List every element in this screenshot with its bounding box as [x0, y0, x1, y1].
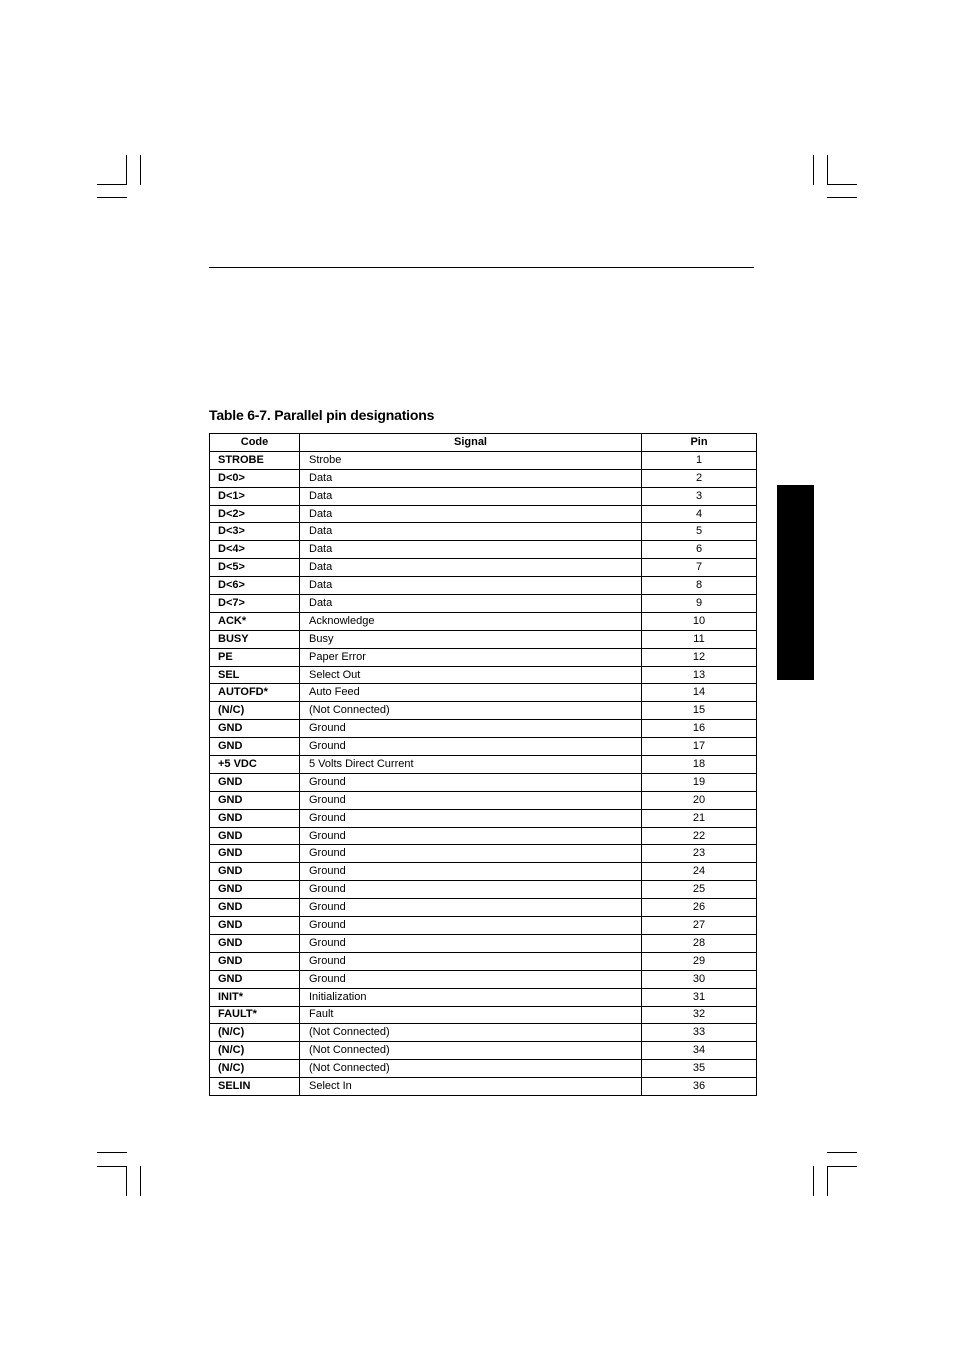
code-cell: D<4> — [210, 541, 300, 559]
pin-cell: 26 — [642, 899, 757, 917]
table-caption: Table 6-7. Parallel pin designations — [209, 407, 435, 423]
signal-cell: (Not Connected) — [300, 1042, 642, 1060]
table-row — [210, 738, 757, 756]
pin-cell: 15 — [642, 702, 757, 720]
crop-mark — [827, 1152, 857, 1153]
code-cell: SEL — [210, 666, 300, 684]
code-cell: D<7> — [210, 595, 300, 613]
table-row — [210, 863, 757, 881]
crop-mark — [97, 184, 127, 185]
pin-cell: 28 — [642, 934, 757, 952]
pin-cell: 24 — [642, 863, 757, 881]
table-row — [210, 487, 757, 505]
signal-cell: Data — [300, 541, 642, 559]
table-row — [210, 1006, 757, 1024]
table-row — [210, 469, 757, 487]
code-cell: GND — [210, 827, 300, 845]
signal-cell: 5 Volts Direct Current — [300, 756, 642, 774]
pin-cell: 36 — [642, 1078, 757, 1096]
pin-cell: 30 — [642, 970, 757, 988]
pin-cell: 35 — [642, 1060, 757, 1078]
code-cell: (N/C) — [210, 1060, 300, 1078]
signal-cell: Ground — [300, 773, 642, 791]
pin-cell: 33 — [642, 1024, 757, 1042]
header-rule — [209, 267, 754, 268]
pin-cell: 7 — [642, 559, 757, 577]
pin-cell: 16 — [642, 720, 757, 738]
code-cell: GND — [210, 970, 300, 988]
code-cell: GND — [210, 791, 300, 809]
pin-cell: 18 — [642, 756, 757, 774]
signal-cell: Strobe — [300, 451, 642, 469]
table-row — [210, 881, 757, 899]
code-cell: (N/C) — [210, 1042, 300, 1060]
crop-mark — [140, 155, 141, 185]
table-row — [210, 720, 757, 738]
code-cell: (N/C) — [210, 1024, 300, 1042]
signal-cell: Select Out — [300, 666, 642, 684]
signal-cell: (Not Connected) — [300, 1060, 642, 1078]
pin-cell: 3 — [642, 487, 757, 505]
code-cell: INIT* — [210, 988, 300, 1006]
table-row — [210, 791, 757, 809]
table-row — [210, 451, 757, 469]
pin-cell: 22 — [642, 827, 757, 845]
signal-cell: Ground — [300, 934, 642, 952]
code-cell: GND — [210, 720, 300, 738]
table-row — [210, 845, 757, 863]
code-cell: GND — [210, 863, 300, 881]
signal-cell: Busy — [300, 630, 642, 648]
pin-cell: 19 — [642, 773, 757, 791]
crop-mark — [827, 155, 828, 185]
pin-cell: 4 — [642, 505, 757, 523]
pin-cell: 13 — [642, 666, 757, 684]
code-cell: BUSY — [210, 630, 300, 648]
signal-cell: Data — [300, 559, 642, 577]
signal-cell: Data — [300, 577, 642, 595]
table-row — [210, 899, 757, 917]
code-cell: GND — [210, 773, 300, 791]
table-row — [210, 523, 757, 541]
pin-cell: 14 — [642, 684, 757, 702]
pin-cell: 27 — [642, 917, 757, 935]
pin-cell: 20 — [642, 791, 757, 809]
pin-cell: 9 — [642, 595, 757, 613]
pin-cell: 34 — [642, 1042, 757, 1060]
signal-cell: Data — [300, 469, 642, 487]
signal-cell: Ground — [300, 952, 642, 970]
code-cell: GND — [210, 952, 300, 970]
crop-mark — [813, 155, 814, 185]
table-row — [210, 577, 757, 595]
pin-cell: 6 — [642, 541, 757, 559]
pin-cell: 1 — [642, 451, 757, 469]
pin-cell: 23 — [642, 845, 757, 863]
signal-cell: Data — [300, 487, 642, 505]
table-row — [210, 827, 757, 845]
code-cell: (N/C) — [210, 702, 300, 720]
signal-cell: Ground — [300, 899, 642, 917]
signal-cell: Data — [300, 505, 642, 523]
code-cell: SELIN — [210, 1078, 300, 1096]
crop-mark — [827, 1166, 828, 1196]
signal-cell: Data — [300, 595, 642, 613]
table-row — [210, 952, 757, 970]
table-row — [210, 773, 757, 791]
table-row — [210, 1042, 757, 1060]
table-row — [210, 541, 757, 559]
code-cell: GND — [210, 809, 300, 827]
table-row — [210, 1060, 757, 1078]
table-row — [210, 988, 757, 1006]
table-row — [210, 684, 757, 702]
code-cell: D<2> — [210, 505, 300, 523]
crop-mark — [97, 197, 127, 198]
column-header-code: Code — [210, 434, 300, 452]
table-row — [210, 1024, 757, 1042]
signal-cell: (Not Connected) — [300, 702, 642, 720]
table-row — [210, 559, 757, 577]
table-row — [210, 595, 757, 613]
table-header-row — [210, 434, 757, 452]
code-cell: ACK* — [210, 612, 300, 630]
crop-mark — [827, 184, 857, 185]
signal-cell: Select In — [300, 1078, 642, 1096]
pin-cell: 5 — [642, 523, 757, 541]
pin-cell: 12 — [642, 648, 757, 666]
signal-cell: Auto Feed — [300, 684, 642, 702]
table-row — [210, 666, 757, 684]
code-cell: D<5> — [210, 559, 300, 577]
code-cell: GND — [210, 934, 300, 952]
section-thumb-tab — [777, 485, 814, 680]
table-row — [210, 505, 757, 523]
code-cell: GND — [210, 881, 300, 899]
code-cell: +5 VDC — [210, 756, 300, 774]
pin-cell: 29 — [642, 952, 757, 970]
code-cell: FAULT* — [210, 1006, 300, 1024]
pin-cell: 17 — [642, 738, 757, 756]
column-header-signal: Signal — [300, 434, 642, 452]
code-cell: GND — [210, 917, 300, 935]
table-row — [210, 970, 757, 988]
code-cell: D<3> — [210, 523, 300, 541]
table-row — [210, 809, 757, 827]
signal-cell: Paper Error — [300, 648, 642, 666]
signal-cell: Ground — [300, 827, 642, 845]
signal-cell: Ground — [300, 845, 642, 863]
signal-cell: Ground — [300, 720, 642, 738]
code-cell: STROBE — [210, 451, 300, 469]
signal-cell: Data — [300, 523, 642, 541]
table-row — [210, 917, 757, 935]
table-row — [210, 756, 757, 774]
signal-cell: (Not Connected) — [300, 1024, 642, 1042]
code-cell: D<6> — [210, 577, 300, 595]
code-cell: GND — [210, 738, 300, 756]
crop-mark — [97, 1166, 127, 1167]
signal-cell: Fault — [300, 1006, 642, 1024]
column-header-pin: Pin — [642, 434, 757, 452]
pin-cell: 31 — [642, 988, 757, 1006]
pin-cell: 25 — [642, 881, 757, 899]
table-row — [210, 630, 757, 648]
crop-mark — [827, 1166, 857, 1167]
crop-mark — [827, 197, 857, 198]
crop-mark — [140, 1166, 141, 1196]
table-row — [210, 648, 757, 666]
signal-cell: Acknowledge — [300, 612, 642, 630]
signal-cell: Ground — [300, 809, 642, 827]
table-row — [210, 612, 757, 630]
pin-cell: 21 — [642, 809, 757, 827]
crop-mark — [97, 1152, 127, 1153]
table-body — [210, 451, 757, 1095]
code-cell: D<1> — [210, 487, 300, 505]
crop-mark — [126, 155, 127, 185]
signal-cell: Ground — [300, 863, 642, 881]
code-cell: PE — [210, 648, 300, 666]
pin-cell: 10 — [642, 612, 757, 630]
signal-cell: Ground — [300, 970, 642, 988]
pin-cell: 2 — [642, 469, 757, 487]
signal-cell: Initialization — [300, 988, 642, 1006]
pin-cell: 8 — [642, 577, 757, 595]
pin-cell: 32 — [642, 1006, 757, 1024]
signal-cell: Ground — [300, 917, 642, 935]
signal-cell: Ground — [300, 881, 642, 899]
pin-designation-table — [209, 433, 757, 1096]
signal-cell: Ground — [300, 738, 642, 756]
code-cell: AUTOFD* — [210, 684, 300, 702]
table-row — [210, 1078, 757, 1096]
pin-cell: 11 — [642, 630, 757, 648]
code-cell: D<0> — [210, 469, 300, 487]
code-cell: GND — [210, 899, 300, 917]
crop-mark — [813, 1166, 814, 1196]
table-row — [210, 934, 757, 952]
crop-mark — [126, 1166, 127, 1196]
table-row — [210, 702, 757, 720]
signal-cell: Ground — [300, 791, 642, 809]
code-cell: GND — [210, 845, 300, 863]
